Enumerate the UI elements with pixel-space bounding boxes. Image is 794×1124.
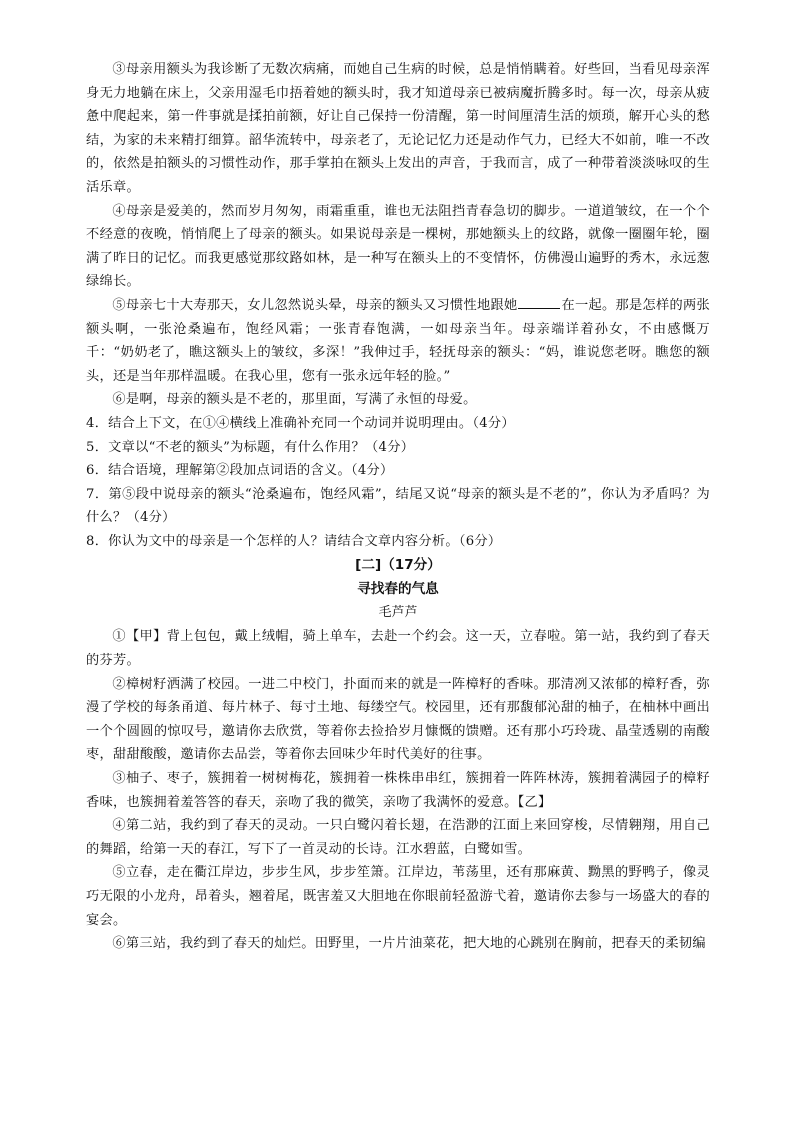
article-title: 寻找春的气息 — [357, 581, 439, 598]
paragraph-5 — [86, 294, 710, 388]
s2-paragraph-1: ①【甲】背上包包，戴上绒帽，骑上单车，去赴一个约会。这一天，立春啦。第一站，我约到了春天的芬芳。 — [86, 629, 710, 669]
question-7: 7．第⑤段中说母亲的额头“沧桑遍布，饱经风霜”，结尾又说“母亲的额头是不老的”，你认为矛盾吗？为什么？（4分） — [86, 486, 710, 526]
paragraph-6: ⑥是啊，母亲的额头是不老的，那里面，写满了永恒的母爱。 — [112, 392, 477, 408]
section-heading: [二]（17分） — [355, 557, 441, 574]
paragraph-5-after-blank: 在一起。那是怎样的两张额头啊，一张沧桑遍布，饱经风霜；一张青春饱满，一如母亲当年。母亲端详着孙女，不由感慨万千：“奶奶老了，瞧这额头上的皱纹，多深！”我伸过手，轻抚母亲的额头：“妈，谁说您老呀。瞧您的额头，还是当年那样温暖。在我心里，您有一张永远年轻的脸。” — [86, 297, 710, 384]
s2-paragraph-6: ⑥第三站，我约到了春天的灿烂。田野里，一片片油菜花，把大地的心跳别在胸前，把春天的柔韧编 — [112, 936, 706, 952]
fill-in-blank — [518, 296, 560, 309]
article-author: 毛芦芦 — [378, 605, 418, 621]
paragraph-3: ③母亲用额头为我诊断了无数次病痛，而她自己生病的时候，总是悄悄瞒着。好些回，当看见母亲浑身无力地躺在床上，父亲用湿毛巾捂着她的额头时，我才知道母亲已被病魔折腾多时。每一次，母亲从疲惫中爬起来，第一件事就是揉拍前额，好让自己保持一份清醒，第一时间厘清生活的烦琐，解开心头的愁结，为家的未来精打细算。韶华流转中，母亲老了，无论记忆力还是动作气力，已经大不如前，唯一不改的，依然是拍额头的习惯性动作，那手掌拍在额头上发出的声音，于我而言，成了一种带着淡淡咏叹的生活乐章。 — [86, 62, 710, 195]
paragraph-5-before-blank: ⑤母亲七十大寿那天，女儿忽然说头晕，母亲的额头又习惯性地跟她 — [112, 297, 518, 313]
question-8: 8．你认为文中的母亲是一个怎样的人？请结合文章内容分析。（6分） — [86, 533, 502, 549]
s2-paragraph-5: ⑤立春，走在衢江岸边，步步生风，步步笙箫。江岸边，苇荡里，还有那麻黄、黝黑的野鸭子，像灵巧无限的小龙舟，昂着头，翘着尾，既害羞又大胆地在你眼前轻盈游弋着，邀请你去参与一场盛大的春的宴会。 — [86, 865, 710, 928]
paragraph-4: ④母亲是爱美的，然而岁月匆匆，雨霜重重，谁也无法阻挡青春急切的脚步。一道道皱纹，在一个个不经意的夜晚，悄悄爬上了母亲的额头。如果说母亲是一棵树，那她额头上的纹路，就像一圈圈年轮，圈满了昨日的记忆。而我更感觉那纹路如林，是一种写在额头上的不变情怀，仿佛漫山遍野的秀木，永远葱绿绵长。 — [86, 203, 710, 290]
s2-paragraph-2: ②樟树籽洒满了校园。一进二中校门，扑面而来的就是一阵樟籽的香味。那清冽又浓郁的樟籽香，弥漫了学校的每条甬道、每片林子、每寸土地、每缕空气。校园里，还有那馥郁沁甜的柚子，在柚林中画出一个个圆圆的惊叹号，邀请你去欣赏，等着你去捡拾岁月慷慨的馈赠。还有那小巧玲珑、晶莹透剔的南酸枣，甜甜酸酸，邀请你去品尝，等着你去回味少年时代美好的往事。 — [86, 676, 710, 763]
s2-paragraph-4: ④第二站，我约到了春天的灵动。一只白鹭闪着长翅，在浩渺的江面上来回穿梭，尽情翱翔，用自己的舞蹈，给第一天的春江，写下了一首灵动的长诗。江水碧蓝，白鹭如雪。 — [86, 818, 710, 857]
question-4: 4．结合上下文，在①④横线上准确补充同一个动词并说明理由。（4分） — [86, 415, 515, 431]
question-5: 5．文章以“不老的额头”为标题，有什么作用？（4分） — [86, 439, 415, 455]
s2-paragraph-3: ③柚子、枣子，簇拥着一树树梅花，簇拥着一株株串串红，簇拥着一阵阵林涛，簇拥着满园子的樟籽香味，也簇拥着羞答答的春天，亲吻了我的微笑，亲吻了我满怀的爱意。【乙】 — [86, 771, 710, 810]
question-6: 6．结合语境，理解第②段加点词语的含义。（4分） — [86, 463, 394, 479]
passage-one — [86, 58, 710, 956]
